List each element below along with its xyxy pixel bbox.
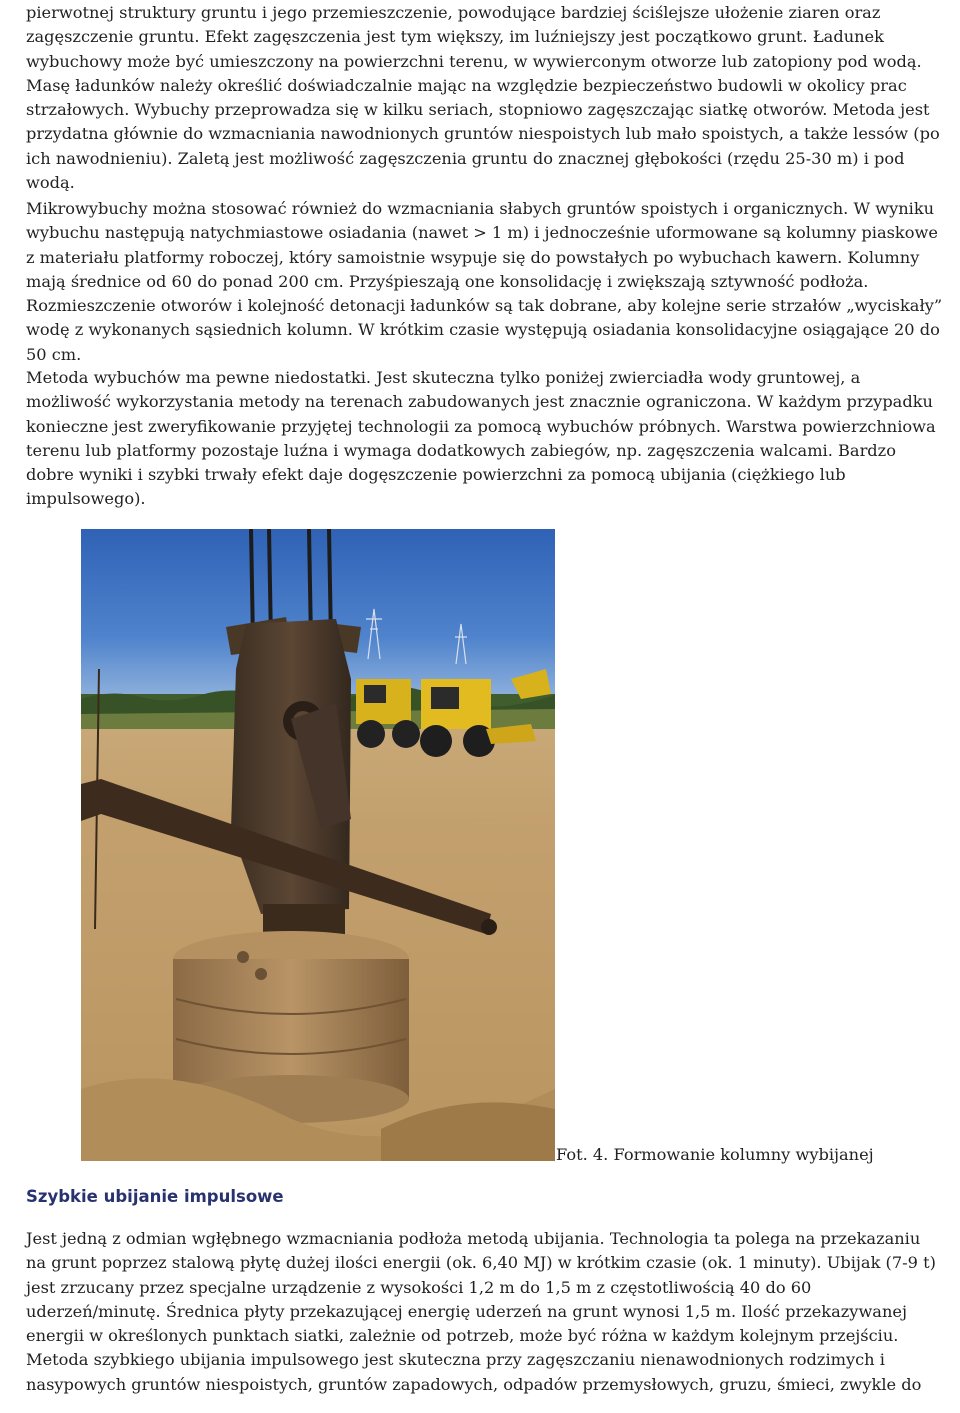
body-paragraph: Jest jedną z odmian wgłębnego wzmacniania podłoża metodą ubijania. Technologia ta polega na przekazaniu na grunt poprzez stalową płytę dużej ilości energii (ok. 6,40 MJ) w krótkim czasie (ok. 1 minuty). Ubijak (7-9 t) jest zrzucany przez specjalne urządzenie z wysokości 1,2 m do 1,5 m z częstotliwością 40 do 60 uderzeń/minutę. Średnica płyty przekazującej energię uderzeń na grunt wynosi 1,5 m. Ilość przekazywanej energii w określonych punktach siatki, zależnie od potrzeb, może być różna w każdym kolejnym przejściu. Metoda szybkiego ubijania impulsowego jest skuteczna przy zagęszczaniu nienawodnionych rodzimych i nasypowych gruntów niespoistych, gruntów zapadowych, odpadów przemysłowych, gruzu, śmieci, zwykle do (26, 1229, 936, 1394)
body-paragraph: pierwotnej struktury gruntu i jego przemieszczenie, powodujące bardziej ściślejsze ułożenie ziaren oraz zagęszczenie gruntu. Efekt zagęszczenia jest tym większy, im luźniejszy jest początkowo grunt. Ładunek wybuchowy może być umieszczony na powierzchni terenu, w wywierconym otworze lub zatopiony pod wodą. Masę ładunków należy określić doświadczalnie mając na względzie bezpieczeństwo budowli w okolicy prac strzałowych. Wybuchy przeprowadza się w kilku seriach, stopniowo zagęszczając siatkę otworów. Metoda jest przydatna głównie do wzmacniania nawodnionych gruntów niespoistych lub mało spoistych, a także lessów (po ich nawodnieniu). Zaletą jest możliwość zagęszczenia gruntu do znacznej głębokości (rzędu 25-30 m) i pod wodą. (26, 3, 940, 193)
body-paragraph: Mikrowybuchy można stosować również do wzmacniania słabych gruntów spoistych i organicznych. W wyniku wybuchu następują natychmiastowe osiadania (nawet > 1 m) i jednocześnie uformowane są kolumny piaskowe z materiału platformy roboczej, który samoistnie wsypuje się do powstałych po wybuchach kawern. Kolumny mają średnice od 60 do ponad 200 cm. Przyśpieszają one konsolidację i zwiększają sztywność podłoża. Rozmieszczenie otworów i kolejność detonacji ładunków są tak dobrane, aby kolejne serie strzałów „wyciskały” wodę z wykonanych sąsiednich kolumn. W krótkim czasie występują osiadania konsolidacyjne osiągające 20 do 50 cm. (26, 199, 943, 364)
section-heading: Szybkie ubijanie impulsowe (26, 1187, 284, 1206)
construction-site-photo (81, 529, 555, 1161)
body-paragraph: Metoda wybuchów ma pewne niedostatki. Jest skuteczna tylko poniżej zwierciadła wody gruntowej, a możliwość wykorzystania metody na terenach zabudowanych jest znacznie ograniczona. W każdym przypadku konieczne jest zweryfikowanie przyjętej technologii za pomocą wybuchów próbnych. Warstwa powierzchniowa terenu lub platformy pozostaje luźna i wymaga dodatkowych zabiegów, np. zagęszczenia walcami. Bardzo dobre wyniki i szybki trwały efekt daje dogęszczenie powierzchni za pomocą ubijania (ciężkiego lub impulsowego). (26, 368, 936, 509)
photo-caption: Fot. 4. Formowanie kolumny wybijanej (556, 1145, 874, 1164)
